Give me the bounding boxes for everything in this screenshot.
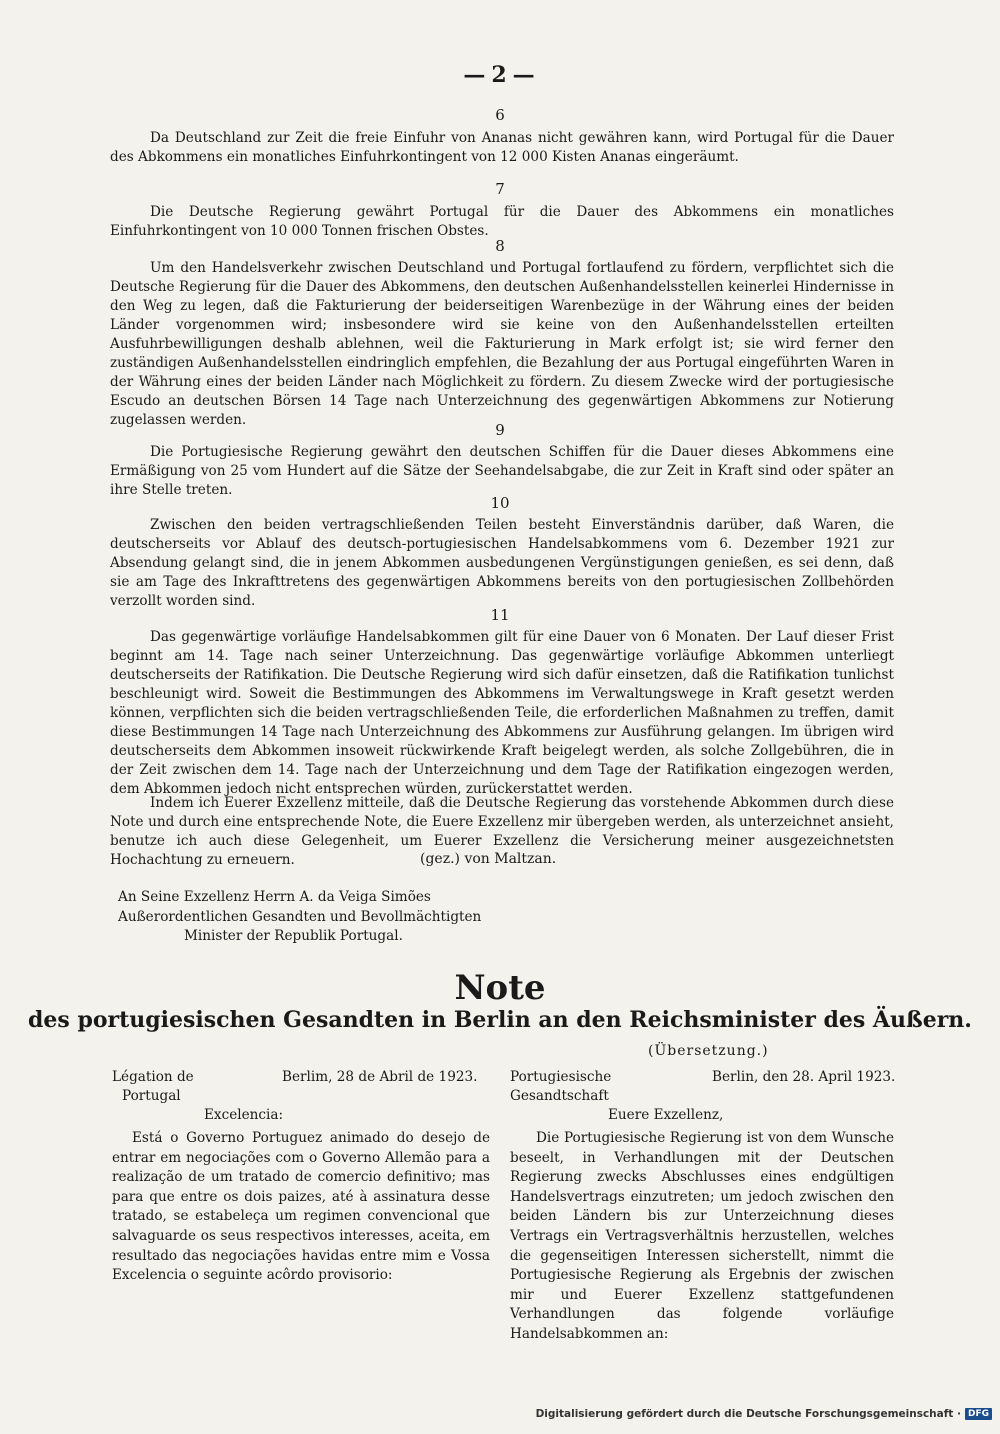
section-text: Um den Handelsverkehr zwischen Deutschland und Portugal fortlaufend zu fördern, verpflichtet sich die Deutsche Regierung für die Dauer des Abkommens, den deutschen Außenhandelsstellen keinerlei Hindernisse in den Weg zu legen, daß die Fakturierung der beiderseitigen Warenbezüge in der Währung eines der beiden Länder vorgenommen wird; insbesondere wird sie keine von den Außenhandelsstellen erteilten Ausfuhrbewilligungen deshalb ablehnen, weil die Fakturierung in Mark erfolgt ist; sie wird ferner den zuständigen Außenhandelsstellen eindringlich empfehlen, die Bezahlung der aus Portugal eingeführten Waren in der Währung eines der beiden Länder nach Möglichkeit zu fördern. Zu diesem Zwecke wird der portugiesische Escudo an deutschen Börsen 14 Tage nach Unterzeichnung des gegenwärtigen Abkommens zur Notierung zugelassen werden. [110, 260, 894, 428]
credit-text: Digitalisierung gefördert durch die Deutsche Forschungsgemeinschaft · [535, 1408, 961, 1420]
section-paragraph [110, 516, 894, 611]
address-line: Minister der Republik Portugal. [184, 928, 403, 944]
section-number: 11 [490, 606, 510, 624]
section-number: 6 [495, 106, 505, 124]
section-paragraph [110, 443, 894, 500]
letter-body-text: Die Portugiesische Regierung ist von dem Wunsche beseelt, in Verhandlungen mit der Deutschen Regierung zwecks Abschlusses eines endgültigen Handelsvertrags einzutreten; um jedoch zwischen den beiden Ländern bis zur Unterzeichnung dieses Vertrags ein Vertragsverhältnis herzustellen, welches die gegenseitigen Interessen sicherstellt, nimmt die Portugiesische Regierung als Ergebnis der zwischen mir und Euerer Exzellenz stattgefundenen Verhandlungen das folgende vorläufige Handelsabkommen an: [510, 1130, 894, 1342]
legation-name: Légation de [112, 1069, 194, 1085]
legation-name: Portugiesische [510, 1069, 612, 1085]
closing-text: Indem ich Euerer Exzellenz mitteile, daß die Deutsche Regierung das vorstehende Abkommen durch diese Note und durch eine entsprechende Note, die Euere Exzellenz mir übergeben werden, als unterzeichnet ansieht, benutze ich auch diese Gelegenheit, um Euerer Exzellenz die Versicherung meiner ausgezeichnetsten Hochachtung zu erneuern. [110, 795, 894, 868]
note-title: Note [454, 968, 546, 1008]
legation-name: Portugal [122, 1088, 181, 1104]
section-paragraph [110, 129, 894, 167]
section-text: Die Deutsche Regierung gewährt Portugal für die Dauer des Abkommens ein monatliches Einfuhrkontingent von 10 000 Tonnen frischen Obstes. [110, 204, 894, 239]
section-paragraph [110, 203, 894, 241]
translation-label: (Übersetzung.) [648, 1043, 769, 1059]
signature: (gez.) von Maltzan. [420, 851, 557, 867]
section-text: Zwischen den beiden vertragschließenden Teilen besteht Einverständnis darüber, daß Waren, die deutscherseits vor Ablauf des deutsch-portugiesischen Handelsabkommens vom 6. Dezember 1921 zur Absendung gelangt sind, die in jenem Abkommen ausbedungenen Vergünstigungen genießen, es sei denn, daß sie am Tage des Inkrafttretens des gegenwärtigen Abkommens bereits von den portugiesischen Zollbehörden verzollt worden sind. [110, 517, 894, 609]
section-text: Die Portugiesische Regierung gewährt den deutschen Schiffen für die Dauer dieses Abkommens eine Ermäßigung von 25 vom Hundert auf die Sätze der Seehandelsabgabe, die zur Zeit in Kraft sind oder später an ihre Stelle treten. [110, 444, 894, 498]
recipient-address [118, 888, 481, 947]
section-text: Da Deutschland zur Zeit die freie Einfuhr von Ananas nicht gewähren kann, wird Portugal für die Dauer des Abkommens ein monatliches Einfuhrkontingent von 12 000 Kisten Ananas eingeräumt. [110, 130, 894, 165]
section-paragraph [110, 259, 894, 430]
letter-body-german [510, 1129, 894, 1345]
note-subtitle: des portugiesischen Gesandten in Berlin an den Reichsminister des Äußern. [28, 1007, 972, 1033]
salutation: Euere Exzellenz, [608, 1107, 724, 1123]
dfg-logo: DFG [965, 1408, 992, 1420]
legation-name: Gesandtschaft [510, 1088, 609, 1104]
page-number: — 2 — [0, 62, 1000, 88]
address-line: An Seine Exzellenz Herrn A. da Veiga Simões [118, 889, 431, 905]
section-number: 10 [490, 494, 510, 512]
address-line: Außerordentlichen Gesandten und Bevollmächtigten [118, 908, 482, 925]
salutation: Excelencia: [204, 1107, 284, 1123]
section-number: 8 [495, 237, 505, 255]
section-paragraph [110, 628, 894, 799]
digitization-credit [536, 1408, 992, 1420]
section-number: 7 [495, 180, 505, 198]
letter-body-portuguese [112, 1129, 490, 1286]
letter-date: Berlin, den 28. April 1923. [712, 1069, 896, 1085]
section-number: 9 [495, 421, 505, 439]
letter-date: Berlim, 28 de Abril de 1923. [282, 1069, 478, 1085]
section-text: Das gegenwärtige vorläufige Handelsabkommen gilt für eine Dauer von 6 Monaten. Der Lauf dieser Frist beginnt am 14. Tage nach seiner Unterzeichnung. Das gegenwärtige vorläufige Abkommen unterliegt deutscherseits der Ratifikation. Die Deutsche Regierung wird sich dafür einsetzen, daß die Ratifikation tunlichst beschleunigt wird. Soweit die Bestimmungen des Abkommens im Verwaltungswege in Kraft gesetzt werden können, verpflichten sich die beiden vertragschließenden Teile, die erforderlichen Maßnahmen zu treffen, damit diese Bestimmungen 14 Tage nach Unterzeichnung des Abkommens zur Ausführung gelangen. Im übrigen wird deutscherseits dem Abkommen insoweit rückwirkende Kraft beigelegt werden, als solche Zollgebühren, die in der Zeit zwischen dem 14. Tage nach der Unterzeichnung und dem Tage der Ratifikation eingezogen werden, dem Abkommen jedoch nicht entsprechen würden, zurückerstattet werden. [110, 629, 894, 797]
letter-body-text: Está o Governo Portuguez animado do desejo de entrar em negociações com o Governo Allemão para a realização de um tratado de comercio definitivo; mas para que entre os dois paizes, até à assinatura desse tratado, se estabeleça um regimen convencional que salvaguarde os seus respectivos interesses, aceita, em resultado das negociações havidas entre mim e Vossa Excelencia o seguinte acôrdo provisorio: [112, 1130, 490, 1284]
